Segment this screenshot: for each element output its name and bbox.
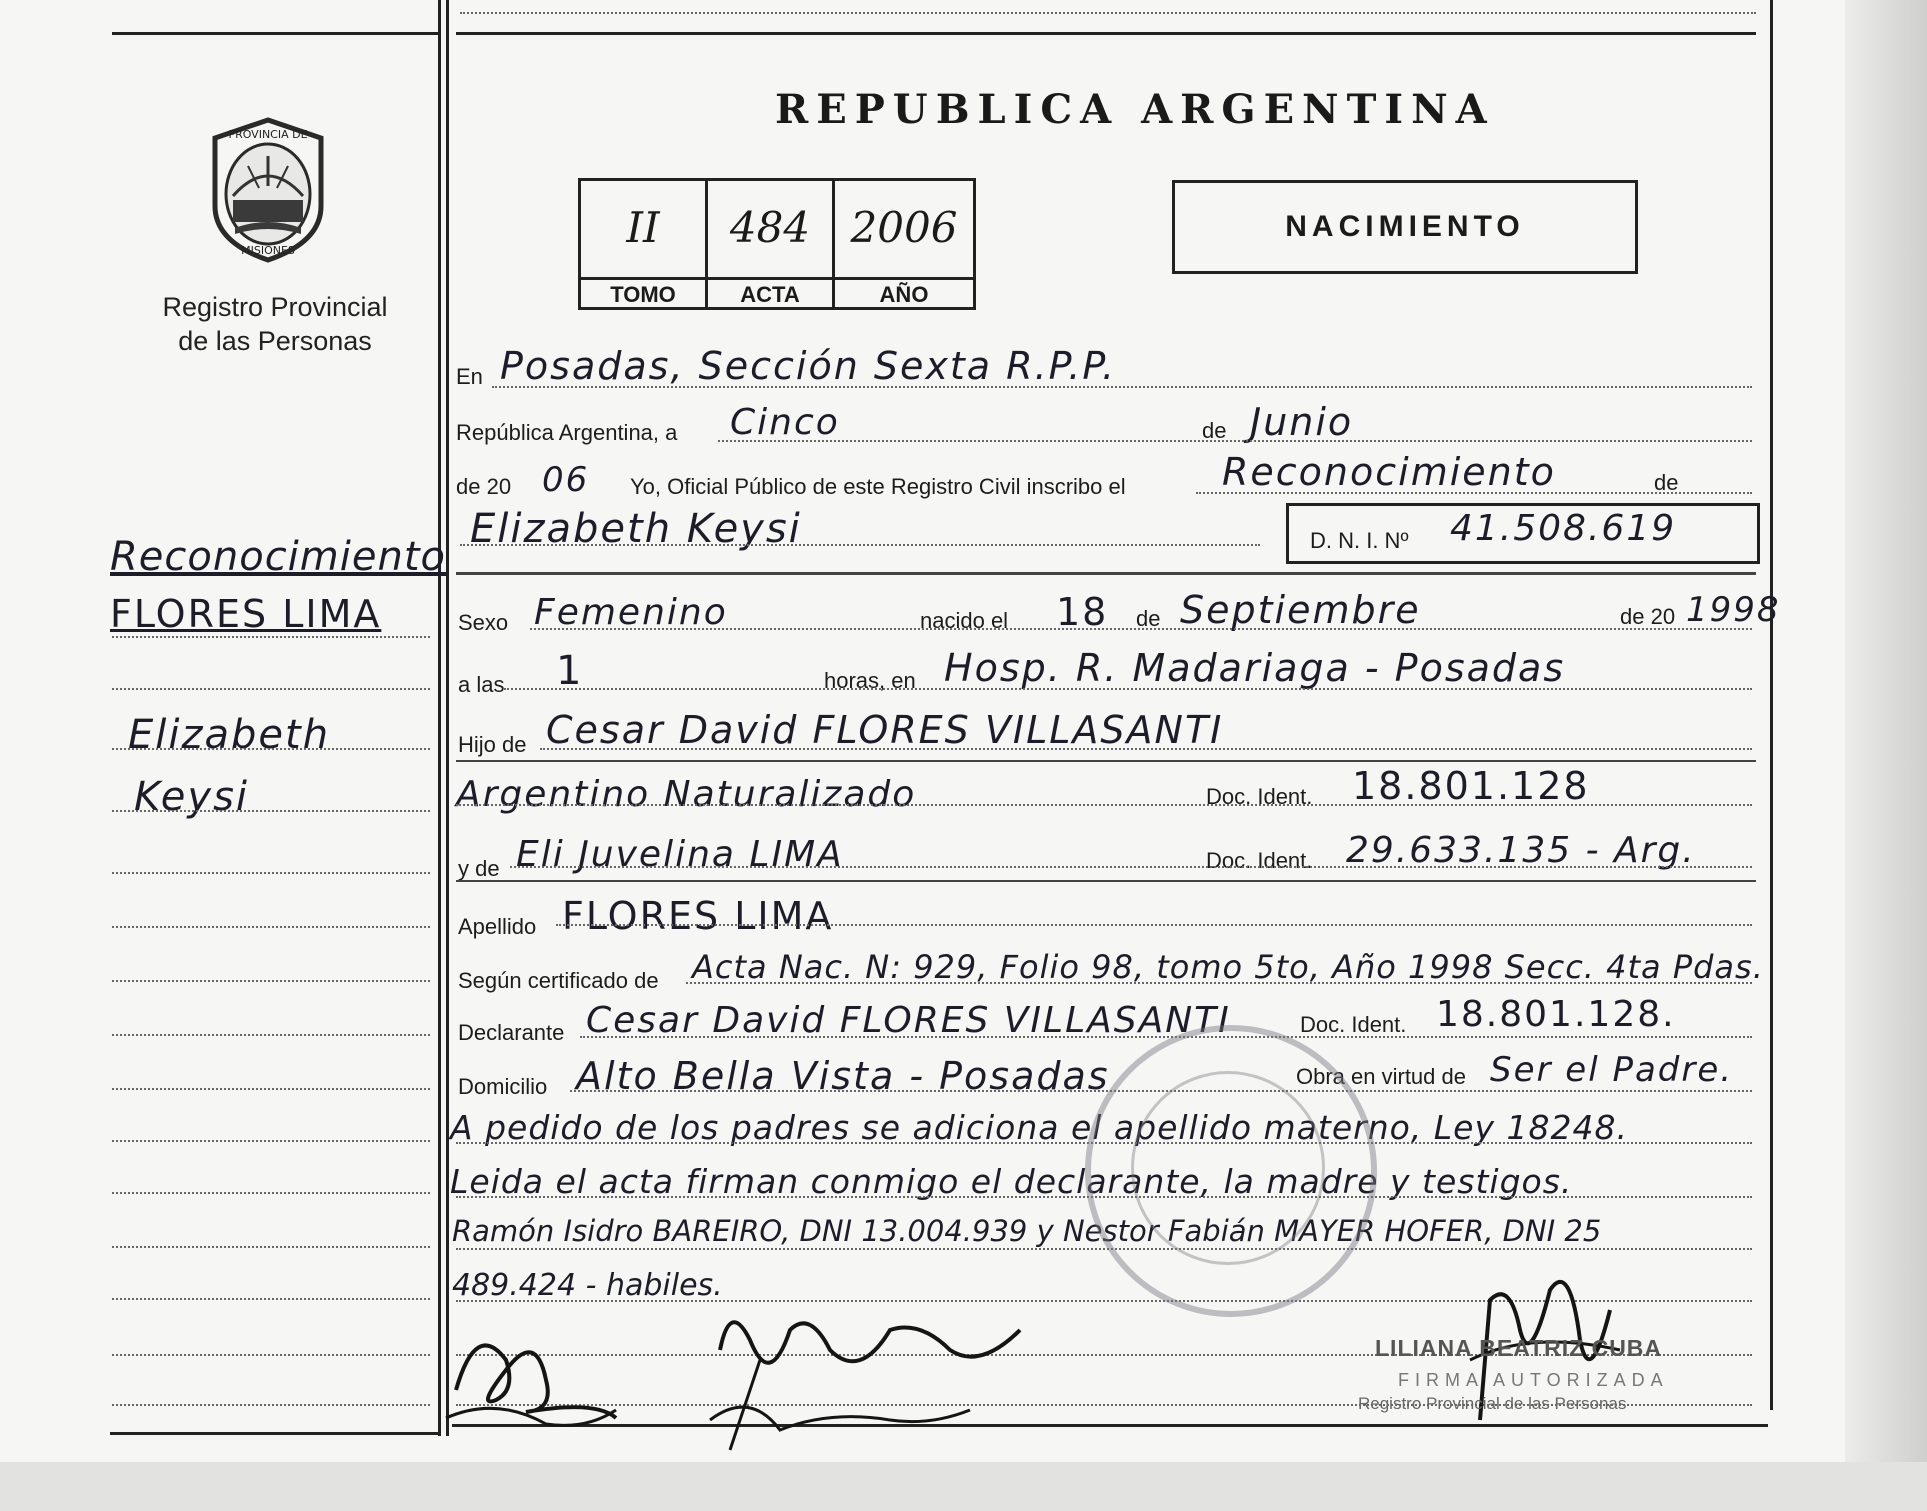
value-madre: Eli Juvelina LIMA (516, 834, 844, 875)
value-lugar-nac: Hosp. R. Madariaga - Posadas (944, 646, 1566, 690)
value-anio: 06 (542, 460, 590, 500)
anio-value: 2006 (850, 203, 958, 252)
value-doc-padre: 18.801.128 (1352, 764, 1590, 808)
label-nacido: nacido el (920, 608, 1009, 633)
fill-line (504, 688, 1752, 690)
margin-line (112, 688, 430, 690)
svg-text:PROVINCIA DE: PROVINCIA DE (228, 128, 308, 141)
note-line-2: Leida el acta firman conmigo el declarante, la madre y testigos. (450, 1162, 1573, 1201)
value-mes: Junio (1250, 400, 1354, 444)
fill-line (580, 1036, 1752, 1038)
value-dni: 41.508.619 (1450, 508, 1677, 549)
fill-line (530, 628, 1752, 630)
value-lugar: Posadas, Sección Sexta R.P.P. (500, 344, 1117, 388)
svg-text:MISIONES: MISIONES (241, 244, 295, 257)
value-apellido: FLORES LIMA (562, 894, 834, 938)
margin-line (112, 1034, 430, 1036)
value-declarante: Cesar David FLORES VILLASANTI (586, 1000, 1231, 1041)
label-declarante: Declarante (458, 1020, 565, 1045)
label-apellido: Apellido (458, 914, 537, 939)
value-nac-mes: Septiembre (1180, 588, 1421, 632)
label-a-las: a las (458, 672, 505, 697)
acta-value: 484 (729, 203, 811, 252)
label-de20: de 20 (456, 474, 512, 499)
left-top-rule (112, 32, 438, 35)
fill-line (460, 544, 1260, 546)
fill-line (1196, 492, 1752, 494)
margin-line (112, 1192, 430, 1194)
value-doc-declarante: 18.801.128. (1436, 994, 1676, 1035)
fill-line (686, 982, 1752, 984)
official-registry: Registro Provincial de las Personas (1358, 1394, 1627, 1413)
fill-line (510, 866, 1752, 868)
fill-rule (456, 760, 1756, 762)
section-rule (456, 572, 1756, 575)
value-doc-madre: 29.633.135 - Arg. (1346, 830, 1696, 871)
margin-line (112, 1354, 430, 1356)
value-padre: Cesar David FLORES VILLASANTI (546, 708, 1224, 752)
tomo-value: II (626, 203, 660, 252)
margin-note-line1: Reconocimiento (110, 534, 446, 580)
act-type-box: NACIMIENTO (1172, 180, 1638, 274)
margin-note-line2: FLORES LIMA (110, 592, 382, 636)
acta-label: ACTA (708, 277, 832, 310)
margin-line (112, 1140, 430, 1142)
main-left-border (446, 0, 449, 1436)
margin-line (112, 810, 430, 812)
province-seal-icon (203, 116, 333, 264)
official-stamp (1085, 1025, 1377, 1317)
margin-line (112, 636, 430, 638)
value-domicilio: Alto Bella Vista - Posadas (576, 1054, 1110, 1098)
official-title: FIRMA AUTORIZADA (1398, 1370, 1669, 1390)
label-de2: de (1654, 470, 1679, 495)
top-dotted-rule (460, 12, 1756, 14)
label-y-de: y de (458, 856, 500, 881)
fill-line (492, 386, 1752, 388)
margin-line (112, 1298, 430, 1300)
value-hora: 1 (556, 648, 584, 694)
country-heading: REPUBLICA ARGENTINA (775, 86, 1495, 133)
fill-rule (456, 880, 1756, 882)
signature-witness-1 (436, 1300, 636, 1430)
registry-name (120, 290, 430, 358)
main-top-rule (456, 32, 1756, 35)
label-en: En (456, 364, 483, 389)
label-doc-ident-2: Doc. Ident. (1206, 848, 1313, 873)
fill-line (556, 924, 1752, 926)
label-obra: Obra en virtud de (1296, 1064, 1466, 1089)
left-bottom-rule (110, 1432, 438, 1435)
label-segun: Según certificado de (458, 968, 659, 993)
fill-line (718, 440, 1752, 442)
acta-cell (708, 181, 835, 307)
tomo-label: TOMO (581, 277, 705, 310)
note-line-4: 489.424 - habiles. (452, 1268, 723, 1303)
label-horas-en: horas, en (824, 668, 916, 693)
margin-line (112, 1088, 430, 1090)
label-republica: República Argentina, a (456, 420, 678, 445)
margin-line (112, 980, 430, 982)
label-dni: D. N. I. Nº (1310, 528, 1409, 553)
registry-name-line2: de las Personas (178, 326, 372, 356)
label-domicilio: Domicilio (458, 1074, 548, 1099)
fill-line (540, 748, 1752, 750)
note-line-3: Ramón Isidro BAREIRO, DNI 13.004.939 y Nestor Fabián MAYER HOFER, DNI 25 (452, 1214, 1602, 1248)
value-nac-dia: 18 (1056, 590, 1109, 634)
tomo-cell (581, 181, 708, 307)
value-nombre: Elizabeth Keysi (470, 506, 802, 552)
value-dia: Cinco (730, 402, 840, 443)
anio-cell (835, 181, 973, 307)
margin-line (112, 872, 430, 874)
value-nac-anio: 1998 (1686, 590, 1781, 630)
signature-witness-2 (690, 1290, 1050, 1460)
left-column-border (438, 0, 441, 1436)
value-nacionalidad-padre: Argentino Naturalizado (456, 774, 917, 815)
value-obra: Ser el Padre. (1490, 1050, 1734, 1090)
main-right-border (1770, 0, 1773, 1410)
margin-line (112, 1246, 430, 1248)
anio-label: AÑO (835, 277, 973, 310)
label-de4: de 20 (1620, 604, 1676, 629)
value-acto: Reconocimiento (1222, 450, 1556, 494)
label-sexo: Sexo (458, 610, 509, 635)
label-doc-ident-3: Doc. Ident. (1300, 1012, 1407, 1037)
official-name: LILIANA BEATRIZ CUBA (1375, 1335, 1663, 1361)
page-edge (1845, 0, 1927, 1511)
value-sexo: Femenino (534, 592, 728, 633)
label-doc-ident-1: Doc. Ident. (1206, 784, 1313, 809)
note-line-1: A pedido de los padres se adiciona el apellido materno, Ley 18248. (450, 1108, 1628, 1147)
margin-note-line3: Elizabeth (128, 712, 331, 758)
record-number-box (578, 178, 976, 310)
margin-line (112, 748, 430, 750)
margin-line (112, 926, 430, 928)
margin-note-line4: Keysi (134, 774, 250, 820)
label-de3: de (1136, 606, 1161, 631)
registry-name-line1: Registro Provincial (162, 292, 388, 322)
label-yo-oficial: Yo, Oficial Público de este Registro Civil inscribo el (630, 474, 1126, 499)
label-de: de (1202, 418, 1227, 443)
margin-line (112, 1404, 430, 1406)
fill-line (456, 804, 1752, 806)
official-stamp-inner-ring (1131, 1071, 1325, 1265)
page-bottom-edge (0, 1462, 1927, 1511)
label-hijo-de: Hijo de (458, 732, 527, 757)
value-certificado: Acta Nac. N: 929, Folio 98, tomo 5to, Año 1998 Secc. 4ta Pdas. (692, 948, 1764, 986)
